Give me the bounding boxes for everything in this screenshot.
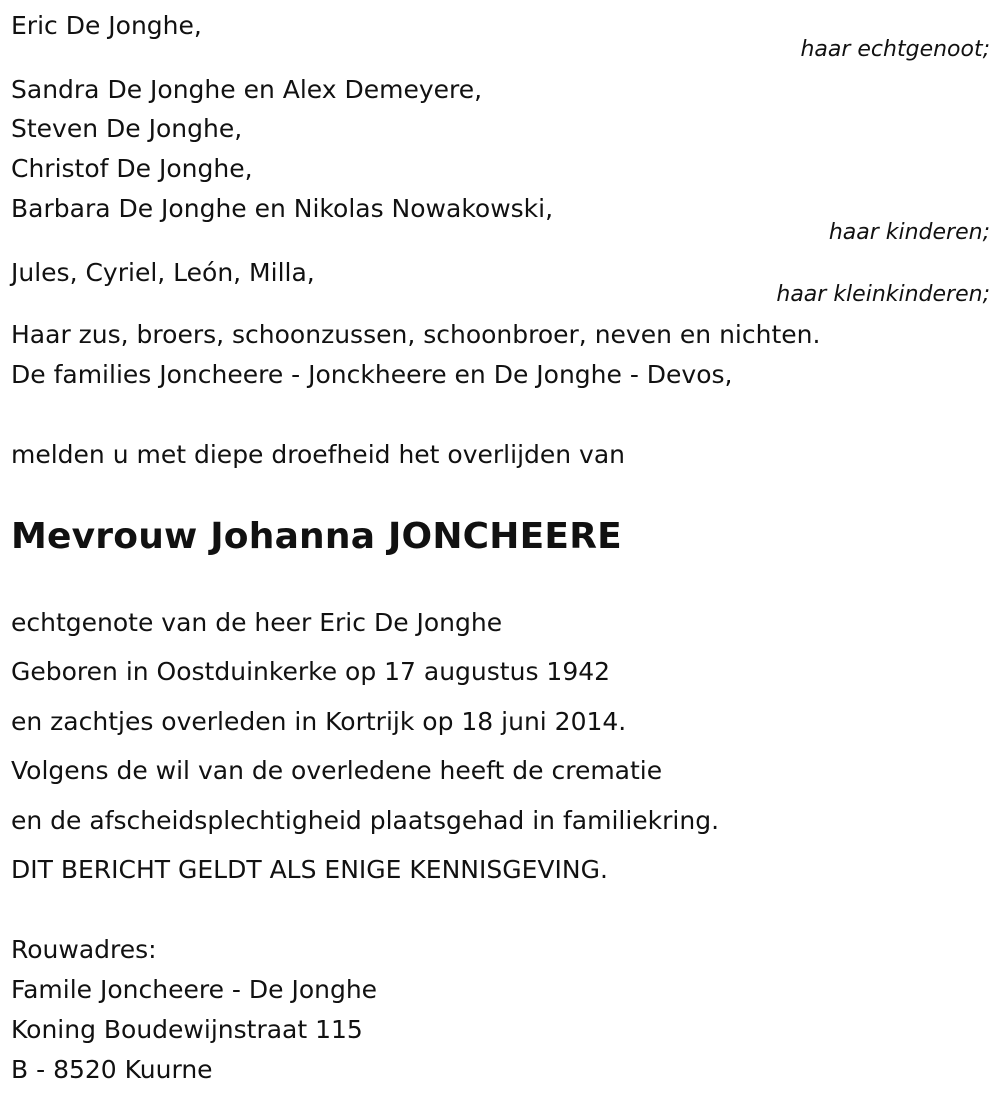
child-line: Sandra De Jonghe en Alex Demeyere, (11, 75, 483, 104)
detail-line: en zachtjes overleden in Kortrijk op 18 juni 2014. (11, 707, 627, 736)
detail-line: DIT BERICHT GELDT ALS ENIGE KENNISGEVING. (11, 855, 608, 884)
detail-line: echtgenote van de heer Eric De Jonghe (11, 608, 503, 637)
child-line: Christof De Jonghe, (11, 154, 253, 183)
deceased-name: Mevrouw Johanna JONCHEERE (11, 516, 622, 557)
child-line: Steven De Jonghe, (11, 114, 243, 143)
grandchildren-role: haar kleinkinderen; (776, 282, 990, 307)
address-line: Famile Joncheere - De Jonghe (11, 975, 378, 1004)
relatives-line: Haar zus, broers, schoonzussen, schoonbroer, neven en nichten. (11, 320, 821, 349)
detail-line: Volgens de wil van de overledene heeft de crematie (11, 756, 663, 785)
children-role: haar kinderen; (828, 220, 990, 245)
child-line: Barbara De Jonghe en Nikolas Nowakowski, (11, 194, 554, 223)
address-label: Rouwadres: (11, 935, 157, 964)
address-line: Koning Boudewijnstraat 115 (11, 1015, 363, 1044)
grandchildren-names: Jules, Cyriel, León, Milla, (11, 258, 315, 287)
spouse-role: haar echtgenoot; (800, 37, 990, 62)
address-line: B - 8520 Kuurne (11, 1055, 213, 1084)
announcement-line: melden u met diepe droefheid het overlijden van (11, 440, 626, 469)
spouse-name: Eric De Jonghe, (11, 11, 202, 40)
families-line: De families Joncheere - Jonckheere en De Jonghe - Devos, (11, 360, 733, 389)
detail-line: Geboren in Oostduinkerke op 17 augustus 1942 (11, 657, 611, 686)
detail-line: en de afscheidsplechtigheid plaatsgehad in familiekring. (11, 806, 720, 835)
